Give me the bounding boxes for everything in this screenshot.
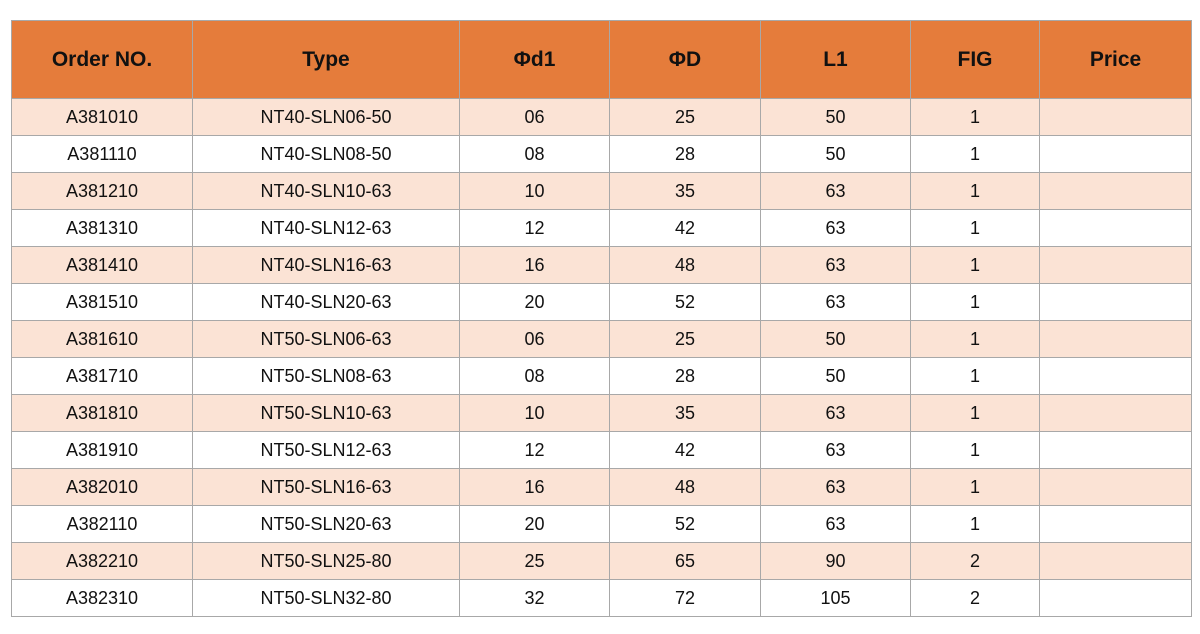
cell-type: NT40-SLN12-63	[193, 210, 460, 247]
cell-phi-d: 28	[610, 136, 761, 173]
cell-order-no: A381910	[12, 432, 193, 469]
cell-price	[1040, 247, 1192, 284]
cell-order-no: A382010	[12, 469, 193, 506]
cell-fig: 2	[911, 543, 1040, 580]
product-table	[11, 20, 1192, 617]
cell-phi-d1: 12	[460, 432, 610, 469]
header-order-no: Order NO.	[12, 21, 193, 99]
cell-type: NT50-SLN06-63	[193, 321, 460, 358]
cell-l1: 90	[761, 543, 911, 580]
cell-phi-d: 35	[610, 395, 761, 432]
table-row	[12, 247, 1192, 284]
cell-l1: 63	[761, 210, 911, 247]
cell-l1: 50	[761, 136, 911, 173]
cell-phi-d: 48	[610, 469, 761, 506]
cell-phi-d1: 25	[460, 543, 610, 580]
table-body	[12, 99, 1192, 617]
cell-type: NT40-SLN06-50	[193, 99, 460, 136]
cell-order-no: A381110	[12, 136, 193, 173]
cell-type: NT40-SLN16-63	[193, 247, 460, 284]
cell-fig: 1	[911, 469, 1040, 506]
cell-order-no: A381410	[12, 247, 193, 284]
cell-l1: 63	[761, 469, 911, 506]
cell-phi-d1: 10	[460, 395, 610, 432]
cell-phi-d: 28	[610, 358, 761, 395]
cell-phi-d: 35	[610, 173, 761, 210]
table-row	[12, 99, 1192, 136]
cell-l1: 63	[761, 432, 911, 469]
cell-phi-d: 72	[610, 580, 761, 617]
cell-fig: 1	[911, 432, 1040, 469]
cell-price	[1040, 210, 1192, 247]
cell-l1: 63	[761, 395, 911, 432]
cell-type: NT50-SLN16-63	[193, 469, 460, 506]
cell-type: NT50-SLN10-63	[193, 395, 460, 432]
table-row	[12, 136, 1192, 173]
cell-fig: 1	[911, 358, 1040, 395]
cell-phi-d1: 06	[460, 99, 610, 136]
cell-price	[1040, 506, 1192, 543]
header-price: Price	[1040, 21, 1192, 99]
table-row	[12, 432, 1192, 469]
cell-l1: 50	[761, 99, 911, 136]
cell-l1: 63	[761, 506, 911, 543]
header-fig: FIG	[911, 21, 1040, 99]
cell-phi-d1: 20	[460, 506, 610, 543]
cell-phi-d: 25	[610, 321, 761, 358]
cell-l1: 105	[761, 580, 911, 617]
cell-type: NT50-SLN20-63	[193, 506, 460, 543]
cell-l1: 63	[761, 247, 911, 284]
cell-phi-d1: 06	[460, 321, 610, 358]
cell-order-no: A381710	[12, 358, 193, 395]
cell-fig: 1	[911, 284, 1040, 321]
cell-price	[1040, 173, 1192, 210]
cell-fig: 1	[911, 321, 1040, 358]
cell-type: NT50-SLN25-80	[193, 543, 460, 580]
cell-fig: 1	[911, 136, 1040, 173]
cell-l1: 50	[761, 358, 911, 395]
cell-type: NT40-SLN08-50	[193, 136, 460, 173]
cell-fig: 1	[911, 395, 1040, 432]
cell-phi-d1: 08	[460, 136, 610, 173]
cell-phi-d: 65	[610, 543, 761, 580]
cell-order-no: A381210	[12, 173, 193, 210]
cell-fig: 2	[911, 580, 1040, 617]
cell-price	[1040, 321, 1192, 358]
header-l1: L1	[761, 21, 911, 99]
cell-phi-d: 42	[610, 432, 761, 469]
cell-phi-d: 52	[610, 284, 761, 321]
cell-price	[1040, 136, 1192, 173]
cell-order-no: A381010	[12, 99, 193, 136]
cell-price	[1040, 284, 1192, 321]
cell-phi-d1: 32	[460, 580, 610, 617]
cell-order-no: A382110	[12, 506, 193, 543]
cell-price	[1040, 469, 1192, 506]
cell-order-no: A381610	[12, 321, 193, 358]
cell-phi-d: 48	[610, 247, 761, 284]
table-row	[12, 469, 1192, 506]
table-row	[12, 543, 1192, 580]
cell-price	[1040, 580, 1192, 617]
cell-phi-d: 52	[610, 506, 761, 543]
cell-phi-d1: 16	[460, 469, 610, 506]
cell-price	[1040, 358, 1192, 395]
table-row	[12, 210, 1192, 247]
header-type: Type	[193, 21, 460, 99]
cell-phi-d1: 12	[460, 210, 610, 247]
cell-type: NT40-SLN20-63	[193, 284, 460, 321]
cell-order-no: A381510	[12, 284, 193, 321]
cell-fig: 1	[911, 173, 1040, 210]
cell-phi-d1: 10	[460, 173, 610, 210]
cell-fig: 1	[911, 210, 1040, 247]
table-row	[12, 358, 1192, 395]
cell-phi-d: 25	[610, 99, 761, 136]
header-phi-d: ΦD	[610, 21, 761, 99]
cell-price	[1040, 395, 1192, 432]
cell-fig: 1	[911, 506, 1040, 543]
cell-type: NT40-SLN10-63	[193, 173, 460, 210]
cell-l1: 63	[761, 173, 911, 210]
table-row	[12, 321, 1192, 358]
product-table-container	[11, 20, 1191, 617]
table-row	[12, 284, 1192, 321]
cell-phi-d1: 16	[460, 247, 610, 284]
table-header	[12, 21, 1192, 99]
cell-price	[1040, 543, 1192, 580]
table-row	[12, 173, 1192, 210]
header-row	[12, 21, 1192, 99]
cell-l1: 63	[761, 284, 911, 321]
cell-type: NT50-SLN12-63	[193, 432, 460, 469]
cell-type: NT50-SLN08-63	[193, 358, 460, 395]
cell-order-no: A381810	[12, 395, 193, 432]
cell-order-no: A382310	[12, 580, 193, 617]
cell-l1: 50	[761, 321, 911, 358]
table-row	[12, 506, 1192, 543]
cell-phi-d1: 08	[460, 358, 610, 395]
cell-phi-d1: 20	[460, 284, 610, 321]
cell-order-no: A382210	[12, 543, 193, 580]
cell-price	[1040, 99, 1192, 136]
table-row	[12, 395, 1192, 432]
cell-phi-d: 42	[610, 210, 761, 247]
cell-fig: 1	[911, 247, 1040, 284]
table-row	[12, 580, 1192, 617]
cell-order-no: A381310	[12, 210, 193, 247]
cell-fig: 1	[911, 99, 1040, 136]
cell-price	[1040, 432, 1192, 469]
cell-type: NT50-SLN32-80	[193, 580, 460, 617]
header-phi-d1: Φd1	[460, 21, 610, 99]
